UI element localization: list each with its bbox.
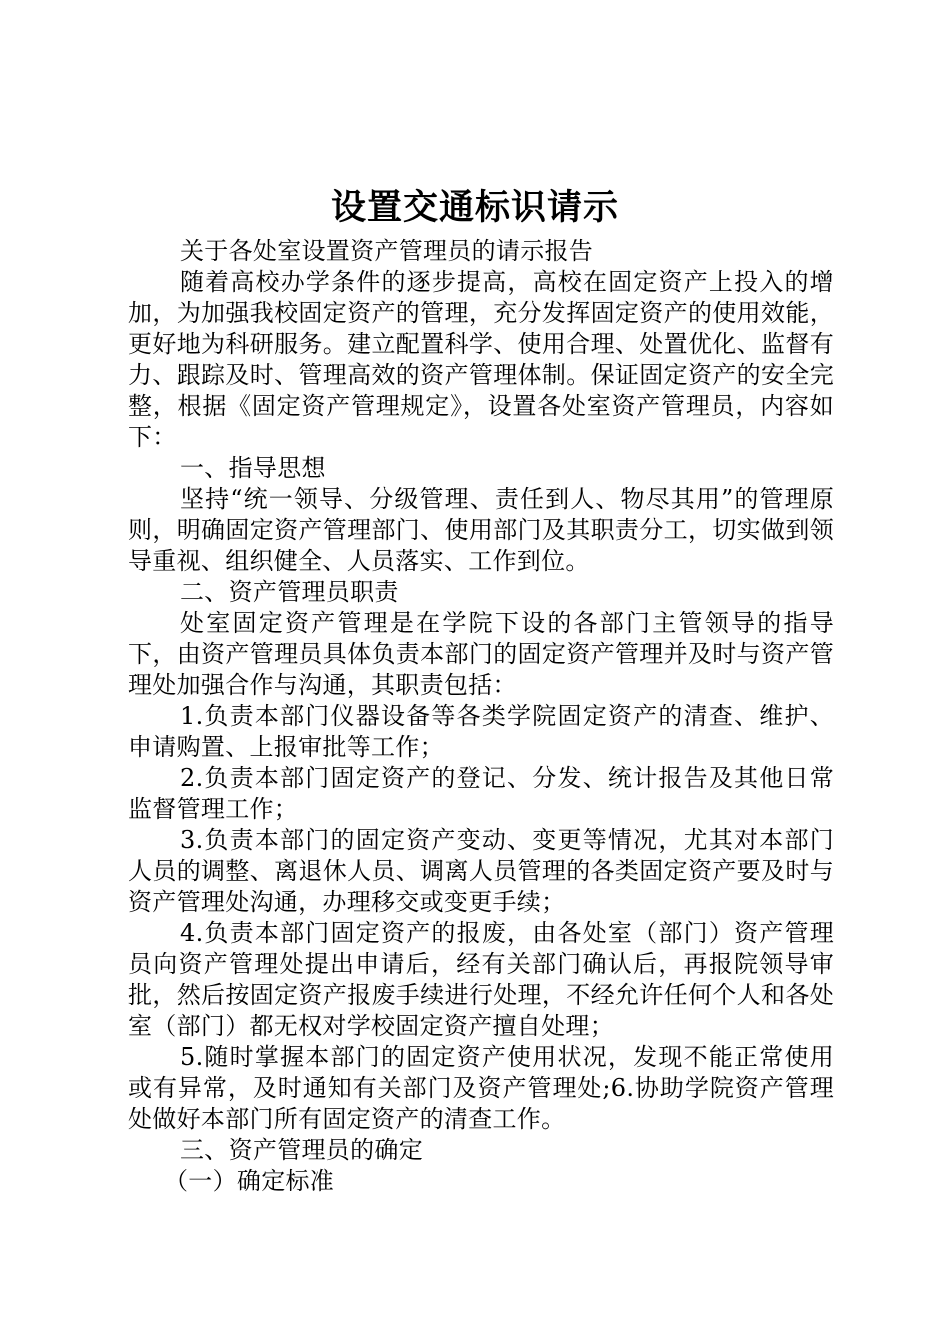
- report-subject-line: 关于各处室设置资产管理员的请示报告: [180, 237, 594, 265]
- duty-item-1: 1.负责本部门仪器设备等各类学院固定资产的清查、维护、申请购置、上报审批等工作；: [128, 702, 834, 761]
- document-body: [128, 236, 834, 1197]
- duty-item-4: 4.负责本部门固定资产的报废，由各处室（部门）资产管理员向资产管理处提出申请后，经有关部门确认后，再报院领导审批，然后按固定资产报废手续进行处理，不经允许任何个人和各处室（部门）都无权对学校固定资产擅自处理；: [128, 919, 834, 1040]
- duty-item-3: 3.负责本部门的固定资产变动、变更等情况，尤其对本部门人员的调整、离退休人员、调离人员管理的各类固定资产要及时与资产管理处沟通，办理移交或变更手续；: [128, 826, 834, 916]
- section-heading-duties: 二、资产管理员职责: [180, 578, 399, 606]
- subsection-heading-criteria: （一）确定标准: [164, 1167, 335, 1195]
- duty-item-5-6: 5.随时掌握本部门的固定资产使用状况，发现不能正常使用或有异常，及时通知有关部门及资产管理处;6.协助学院资产管理处做好本部门所有固定资产的清查工作。: [128, 1043, 834, 1133]
- duties-intro-paragraph: 处室固定资产管理是在学院下设的各部门主管领导的指导下，由资产管理员具体负责本部门的固定资产管理并及时与资产管理处加强合作与沟通，其职责包括：: [128, 609, 834, 699]
- section-heading-determination: 三、资产管理员的确定: [180, 1136, 423, 1164]
- duty-item-2: 2.负责本部门固定资产的登记、分发、统计报告及其他日常监督管理工作；: [128, 764, 834, 823]
- guiding-principle-paragraph: 坚持“统一领导、分级管理、责任到人、物尽其用”的管理原则，明确固定资产管理部门、使用部门及其职责分工，切实做到领导重视、组织健全、人员落实、工作到位。: [128, 485, 834, 575]
- intro-paragraph: 随着高校办学条件的逐步提高，高校在固定资产上投入的增加，为加强我校固定资产的管理，充分发挥固定资产的使用效能，更好地为科研服务。建立配置科学、使用合理、处置优化、监督有力、跟踪及时、管理高效的资产管理体制。保证固定资产的安全完整，根据《固定资产管理规定》，设置各处室资产管理员，内容如下：: [128, 268, 834, 451]
- document-title: 设置交通标识请示: [330, 188, 619, 228]
- section-heading-guiding-principle: 一、指导思想: [180, 454, 326, 482]
